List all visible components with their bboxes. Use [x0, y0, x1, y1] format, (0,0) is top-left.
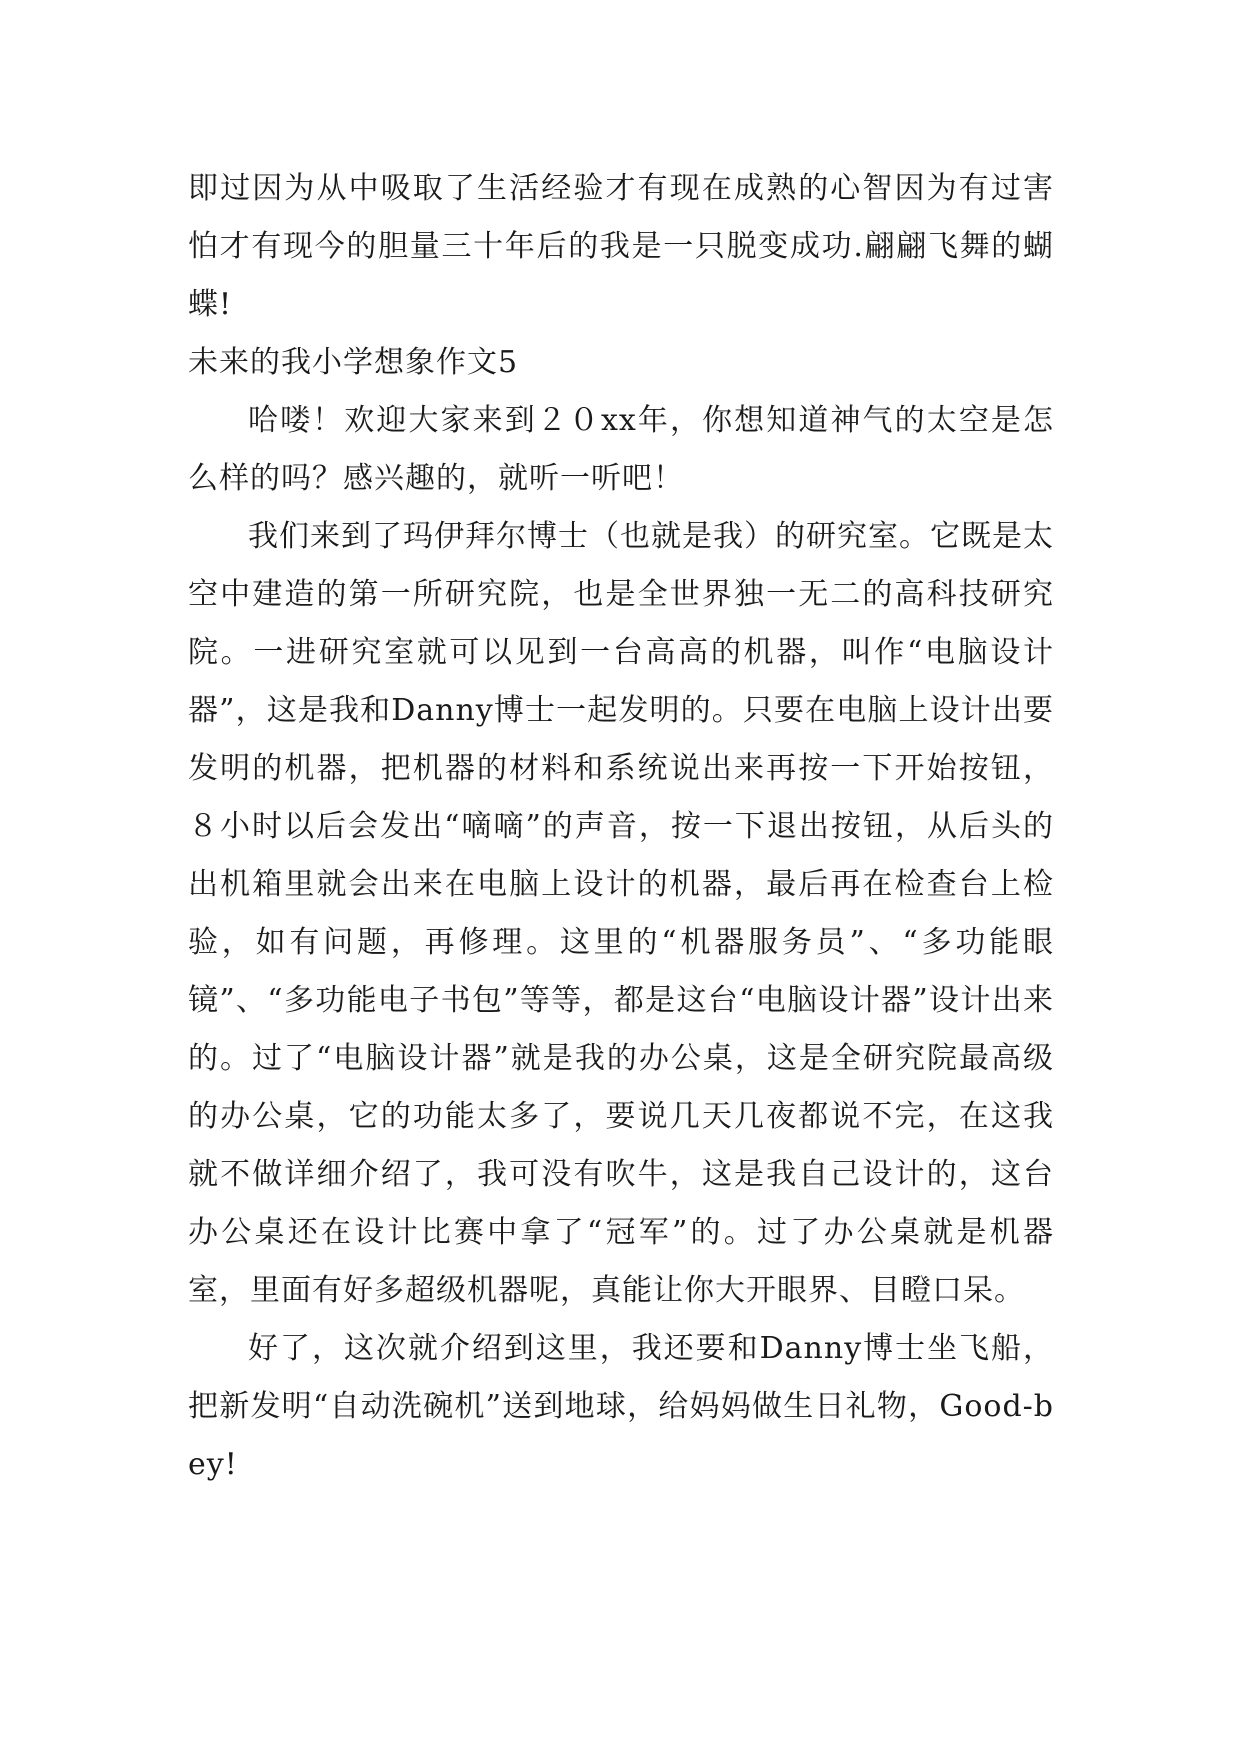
paragraph-closing: 好了，这次就介绍到这里，我还要和Danny博士坐飞船，把新发明“自动洗碗机”送到地球，给妈妈做生日礼物，Good-bey!	[188, 1331, 1054, 1482]
section-title: 未来的我小学想象作文5	[188, 345, 519, 380]
paragraph-greeting: 哈喽！欢迎大家来到２０xx年，你想知道神气的太空是怎么样的吗？感兴趣的，就听一听吧！	[188, 403, 1054, 496]
document-body	[188, 160, 1054, 1494]
paragraph-continued: 即过因为从中吸取了生活经验才有现在成熟的心智因为有过害怕才有现今的胆量三十年后的我是一只脱变成功.翩翩飞舞的蝴蝶!	[188, 171, 1054, 322]
paragraph-lab-description: 我们来到了玛伊拜尔博士（也就是我）的研究室。它既是太空中建造的第一所研究院，也是全世界独一无二的高科技研究院。一进研究室就可以见到一台高高的机器，叫作“电脑设计器”，这是我和Danny博士一起发明的。只要在电脑上设计出要发明的机器，把机器的材料和系统说出来再按一下开始按钮，８小时以后会发出“嘀嘀”的声音，按一下退出按钮，从后头的出机箱里就会出来在电脑上设计的机器，最后再在检查台上检验，如有问题，再修理。这里的“机器服务员”、“多功能眼镜”、“多功能电子书包”等等，都是这台“电脑设计器”设计出来的。过了“电脑设计器”就是我的办公桌，这是全研究院最高级的办公桌，它的功能太多了，要说几天几夜都说不完，在这我就不做详细介绍了，我可没有吹牛，这是我自己设计的，这台办公桌还在设计比赛中拿了“冠军”的。过了办公桌就是机器室，里面有好多超级机器呢，真能让你大开眼界、目瞪口呆。	[188, 519, 1054, 1308]
